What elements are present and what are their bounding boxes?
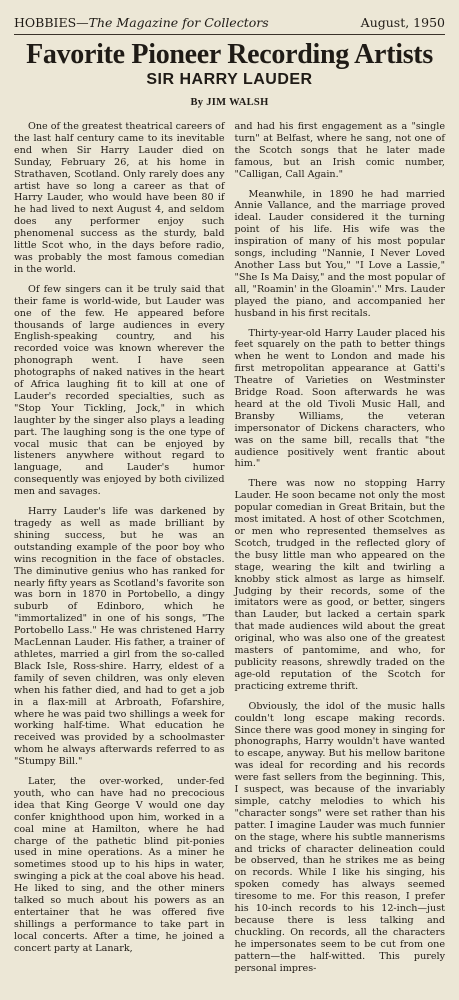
article-byline: By JIM WALSH	[190, 97, 269, 108]
paragraph: Obviously, the idol of the music halls couldn't long escape making records. Since there was good money in singing for phonographs, Harry wouldn't have wanted to escape, anyway. But his mellow baritone was ideal for recording and his records were fast sellers from the beginning. This, I suspect, was because of the invariably simple, catchy melodies to which his "character songs" were set rather than his patter. I imagine Lauder was much funnier on the stage, where his subtle mannerisms and tricks of character delineation could be observed, than he strikes me as being on records. While I like his singing, his spoken comedy has always seemed tiresome to me. For this reason, I prefer his 10-inch records to his 12-inch—just because there is less talking and chuckling. On records, all the characters he impersonates seem to be cut from one pattern—the half-witted. This purely personal impres-	[234, 700, 445, 974]
paragraph: One of the greatest theatrical careers of the last half century came to its inevitable end when Sir Harry Lauder died on Sunday, February 26, at his home in Strathaven, Scotland. Only rarely does any artist have so long a career as that of Harry Lauder, who would have been 80 if he had lived to next August 4, and seldom does any performer enjoy such phenomenal success as the sturdy, bald little Scot who, in the days before radio, was probably the most famous comedian in the world.	[14, 121, 225, 275]
paragraph: There was now no stopping Harry Lauder. He soon became not only the most popular comedian in Great Britain, but the most imitated. A host of other Scotchmen, or men who represented themselves as Scotch, trudged in the reflected glory of the busy little man who appeared on the stage, wearing the kilt and twirling a knobby stick almost as large as himself. Judging by their records, some of the imitators were as good, or better, singers than Lauder, but lacked a certain spark that made audiences wild about the great original, who was also one of the greatest masters of pantomime, and who, for publicity reasons, shrewdly traded on the age-old reputation of the Scotch for practicing extreme thrift.	[234, 478, 445, 692]
paragraph: Harry Lauder's life was darkened by tragedy as well as made brilliant by shining success, but he was an outstanding example of the poor boy who wins recognition in the face of obstacles. The diminutive genius who has ranked for nearly fifty years as Scotland's favorite son was born in 1870 in Portobello, a dingy suburb of Edinboro, which he "immortalized" in one of his songs, "The Portobello Lass." He was christened Harry MacLennan Lauder. His father, a trainer of athletes, married a girl from the so-called Black Isle, Ross-shire. Harry, eldest of a family of seven children, was only eleven when his father died, and had to get a job in a flax-mill at Arbroath, Fofarshire, where he was paid two shillings a week for working half-time. What education he received was provided by a schoolmaster whom he always afterwards referred to as "Stumpy Bill."	[14, 506, 225, 768]
paragraph: Of few singers can it be truly said that their fame is world-wide, but Lauder was one of the few. He appeared before thousands of large audiences in every English-speaking country, and his recorded voice was known wherever the phonograph went. I have seen photographs of naked natives in the heart of Africa laughing fit to kill at one of Lauder's recorded specialties, such as "Stop Your Tickling, Jock," in which laughter by the singer also plays a leading part. The laughing song is the one type of vocal music that can be enjoyed by listeners anywhere without regard to language, and Lauder's humor consequently was enjoyed by both civilized men and savages.	[14, 283, 225, 498]
magazine-name: HOBBIES	[14, 15, 77, 30]
header-divider	[14, 34, 445, 35]
article-subtitle: SIR HARRY LAUDER	[146, 71, 313, 88]
paragraph: and had his first engagement as a "single turn" at Belfast, where he sang, not one of the Scotch songs that he later made famous, but an Irish comic number, "Calligan, Call Again."	[234, 121, 445, 180]
paragraph: Later, the over-worked, under-fed youth, who can have had no precocious idea that King George V would one day confer knighthood upon him, worked in a coal mine at Hamilton, where he had charge of the pathetic blind pit-ponies used in mine operations. As a miner he sometimes stood up to his hips in water, swinging a pick at the coal above his head. He liked to sing, and the other miners talked so much about his powers as an entertainer that he was offered five shillings a performance to take part in local concerts. After a time, he joined a concert party at Lanark,	[14, 776, 225, 954]
magazine-masthead	[14, 16, 269, 30]
issue-date: August, 1950	[360, 15, 445, 30]
magazine-tagline: —The Magazine for Collectors	[76, 15, 269, 30]
paragraph: Meanwhile, in 1890 he had married Annie Vallance, and the marriage proved ideal. Lauder considered it the turning point of his life. His wife was the inspiration of many of his most popular songs, including "Nannie, I Never Loved Another Lass but You," "I Love a Lassie," "She Is Ma Daisy," and the most popular of all, "Roamin' in the Gloamin'." Mrs. Lauder played the piano, and accompanied her husband in his first recitals.	[234, 188, 445, 319]
right-column	[235, 121, 446, 983]
paragraph: Thirty-year-old Harry Lauder placed his feet squarely on the path to better things when he went to London and made his first metropolitan appearance at Gatti's Theatre of Varieties on Westminster Bridge Road. Soon afterwards he was heard at the old Tivoli Music Hall, and Bransby Williams, the veteran impersonator of Dickens characters, who was on the same bill, recalls that "the audience positively went frantic about him."	[234, 327, 445, 470]
left-column	[14, 121, 225, 963]
page-header	[14, 16, 445, 30]
article-title: Favorite Pioneer Recording Artists	[26, 39, 433, 70]
article-body	[14, 121, 445, 983]
